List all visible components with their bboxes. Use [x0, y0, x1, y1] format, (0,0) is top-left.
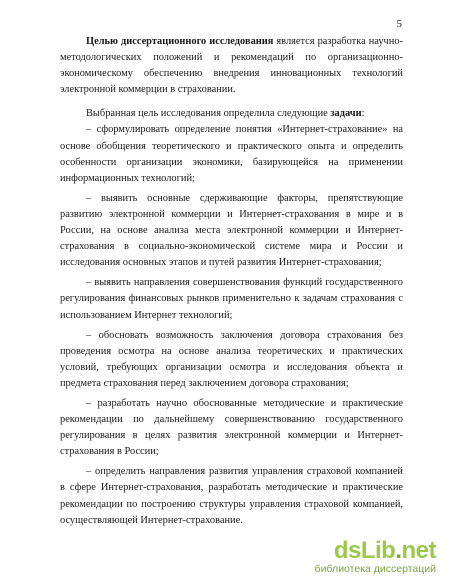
logo-main: dsLib	[333, 537, 396, 564]
logo-tld: net	[401, 537, 436, 564]
goal-text: является разработка научно-методологических положений и рекомендаций по организационно-экономическому обеспечению внедрения инновационных технологий электронной коммерции в страховании.	[60, 36, 403, 96]
task-item-2: – выявить основные сдерживающие факторы, препятствующие развитию электронной коммерции и Интернет-страхования в мире и в России, на основе анализа места электронной коммерции и Интернет-страхования в социально-экономической системе мира и России и исследования основных этапов и путей развития Интернет-страхования;	[60, 192, 403, 269]
goal-heading: Целью диссертационного исследования	[86, 36, 274, 47]
dslib-watermark	[315, 539, 436, 576]
paragraph-goal	[60, 34, 403, 98]
paragraph-tasks-intro	[60, 106, 403, 122]
watermark-logo	[315, 539, 436, 563]
document-body	[60, 34, 403, 529]
tasks-colon: :	[361, 108, 365, 120]
watermark-subtitle: библиотека диссертаций	[314, 563, 436, 575]
task-item-6: – определить направления развития управления страховой компанией в сфере Интернет-страхования, разработать методические и практические рекомендации по построению структуры управления страховой компанией, осуществляющей Интернет-страхование.	[60, 466, 403, 526]
task-item-5: – разработать научно обоснованные методические и практические рекомендации по дальнейшему совершенствованию государственного регулирования в целях развития электронной коммерции и Интернет-страхования в России;	[60, 397, 403, 458]
task-item-3: – выявить направления совершенствования функций государственного регулирования финансовых рынков применительно к задачам страхования с использованием Интернет технологий;	[60, 277, 403, 321]
tasks-keyword: задачи	[330, 108, 362, 120]
tasks-intro-text: Выбранная цель исследования определила следующие	[86, 108, 331, 120]
task-item-4: – обосновать возможность заключения договора страхования без проведения осмотра на основе анализа теоретических и практических условий, требующих организации осмотра и исследования объекта и предмета страхования перед заключением договора страхования;	[60, 329, 403, 389]
page-number: 5	[396, 18, 402, 30]
logo-dot: .	[395, 537, 402, 564]
task-item-1: – сформулировать определение понятия «Интернет-страхование» на основе обобщения теоретического и практического опыта и определить особенности организации экономики, базирующейся на применении информационных технологий;	[60, 124, 403, 184]
